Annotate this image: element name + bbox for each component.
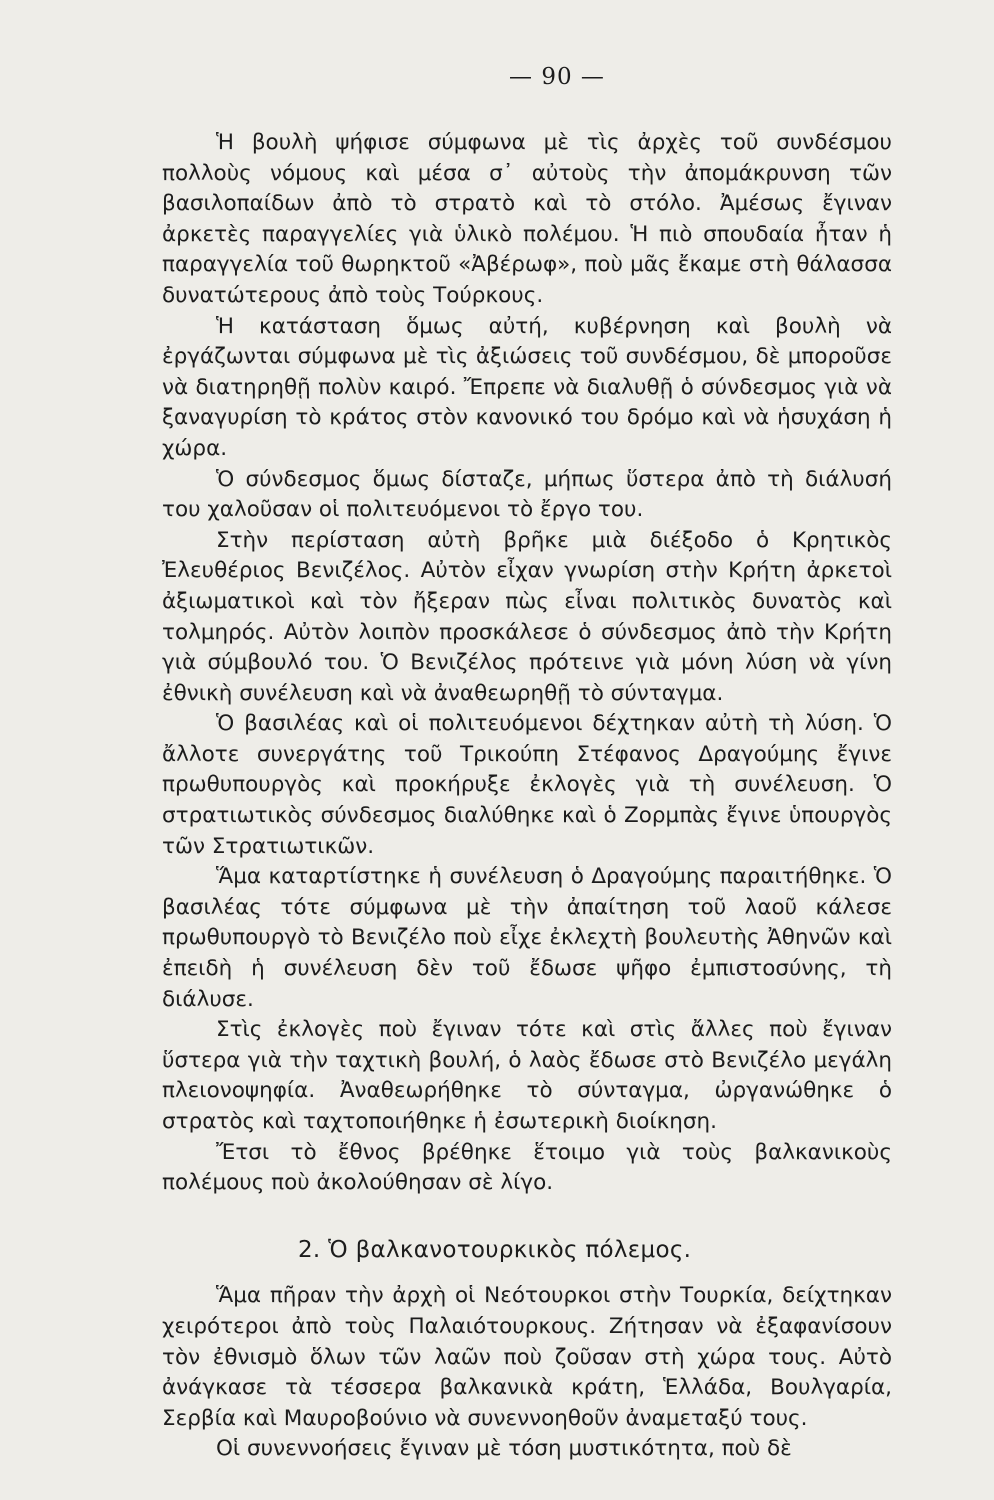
paragraph: Ὁ σύνδεσμος ὅμως δίσταζε, μήπως ὕστερα ἀπὸ τὴ διάλυσή του χαλοῦσαν οἱ πολιτευόμενοι τὸ ἔργο του. [162,466,892,523]
paragraph: Στὶς ἐκλογὲς ποὺ ἔγιναν τότε καὶ στὶς ἄλλες ποὺ ἔγιναν ὕστερα γιὰ τὴν ταχτικὴ βουλή, ὁ λαὸς ἔδωσε στὸ Βενιζέλο μεγάλη πλειονοψηφία. Ἀναθεωρήθηκε τὸ σύνταγμα, ὠργανώθηκε ὁ στρατὸς καὶ ταχτοποιήθηκε ἡ ἐσωτερικὴ διοίκηση. [162,1017,892,1134]
paragraph: Στὴν περίσταση αὐτὴ βρῆκε μιὰ διέξοδο ὁ Κρητικὸς Ἐλευθέριος Βενιζέλος. Αὐτὸν εἶχαν γνωρίση στὴν Κρήτη ἀρκετοὶ ἀξιωματικοὶ καὶ τὸν ἤξεραν πὼς εἶναι πολιτικὸς δυνατὸς καὶ τολμηρός. Αὐτὸν λοιπὸν προσκάλεσε ὁ σύνδεσμος ἀπὸ τὴν Κρήτη γιὰ σύμβουλό του. Ὁ Βενιζέλος πρότεινε γιὰ μόνη λύση νὰ γίνη ἐθνικὴ συνέλευση καὶ νὰ ἀναθεωρηθῇ τὸ σύνταγμα. [162,527,892,706]
paragraph: Ἡ κατάσταση ὅμως αὐτή, κυβέρνηση καὶ βουλὴ νὰ ἐργάζωνται σύμφωνα μὲ τὶς ἀξιώσεις τοῦ συνδέσμου, δὲ μποροῦσε νὰ διατηρηθῇ πολὺν καιρό. Ἔπρεπε νὰ διαλυθῇ ὁ σύνδεσμος γιὰ νὰ ξαναγυρίση τὸ κράτος στὸν κανονικό του δρόμο καὶ νὰ ἡσυχάση ἡ χώρα. [162,313,892,461]
body-text [162,128,892,1465]
page-number: — 90 — [509,64,605,90]
paragraph: Ἡ βουλὴ ψήφισε σύμφωνα μὲ τὶς ἀρχὲς τοῦ συνδέσμου πολλοὺς νόμους καὶ μέσα σ᾽ αὐτοὺς τὴν ἀπομάκρυνση τῶν βασιλοπαίδων ἀπὸ τὸ στρατὸ καὶ τὸ στόλο. Ἀμέσως ἔγιναν ἀρκετὲς παραγγελίες γιὰ ὑλικὸ πολέμου. Ἡ πιὸ σπουδαία ἦταν ἡ παραγγελία τοῦ θωρηκτοῦ «Ἀβέρωφ», ποὺ μᾶς ἔκαμε στὴ θάλασσα δυνατώτερους ἀπὸ τοὺς Τούρκους. [162,130,892,308]
paragraph: Ἅμα καταρτίστηκε ἡ συνέλευση ὁ Δραγούμης παραιτήθηκε. Ὁ βασιλέας τότε σύμφωνα μὲ τὴν ἀπαίτηση τοῦ λαοῦ κάλεσε πρωθυπουργὸ τὸ Βενιζέλο ποὺ εἶχε ἐκλεχτὴ βουλευτὴς Ἀθηνῶν καὶ ἐπειδὴ ἡ συνέλευση δὲν τοῦ ἔδωσε ψῆφο ἐμπιστοσύνης, τὴ διάλυσε. [162,864,892,1012]
paragraph: Οἱ συνεννοήσεις ἔγιναν μὲ τόση μυστικότητα, ποὺ δὲ [216,1436,792,1462]
section-heading: 2. Ὁ βαλκανοτουρκικὸς πόλεμος. [298,1236,692,1263]
paragraph: Ἔτσι τὸ ἔθνος βρέθηκε ἕτοιμο γιὰ τοὺς βαλκανικοὺς πολέμους ποὺ ἀκολούθησαν σὲ λίγο. [162,1139,892,1196]
paragraph: Ὁ βασιλέας καὶ οἱ πολιτευόμενοι δέχτηκαν αὐτὴ τὴ λύση. Ὁ ἄλλοτε συνεργάτης τοῦ Τρικούπη Στέφανος Δραγούμης ἔγινε πρωθυπουργὸς καὶ προκήρυξε ἐκλογὲς γιὰ τὴ συνέλευση. Ὁ στρατιωτικὸς σύνδεσμος διαλύθηκε καὶ ὁ Ζορμπὰς ἔγινε ὑπουργὸς τῶν Στρατιωτικῶν. [162,711,892,859]
paragraph: Ἅμα πῆραν τὴν ἀρχὴ οἱ Νεότουρκοι στὴν Τουρκία, δείχτηκαν χειρότεροι ἀπὸ τοὺς Παλαιότουρκους. Ζήτησαν νὰ ἐξαφανίσουν τὸν ἐθνισμὸ ὅλων τῶν λαῶν ποὺ ζοῦσαν στὴ χώρα τους. Αὐτὸ ἀνάγκασε τὰ τέσσερα βαλκανικὰ κράτη, Ἑλλάδα, Βουλγαρία, Σερβία καὶ Μαυροβούνιο νὰ συνεννοηθοῦν ἀναμεταξύ τους. [162,1283,892,1431]
